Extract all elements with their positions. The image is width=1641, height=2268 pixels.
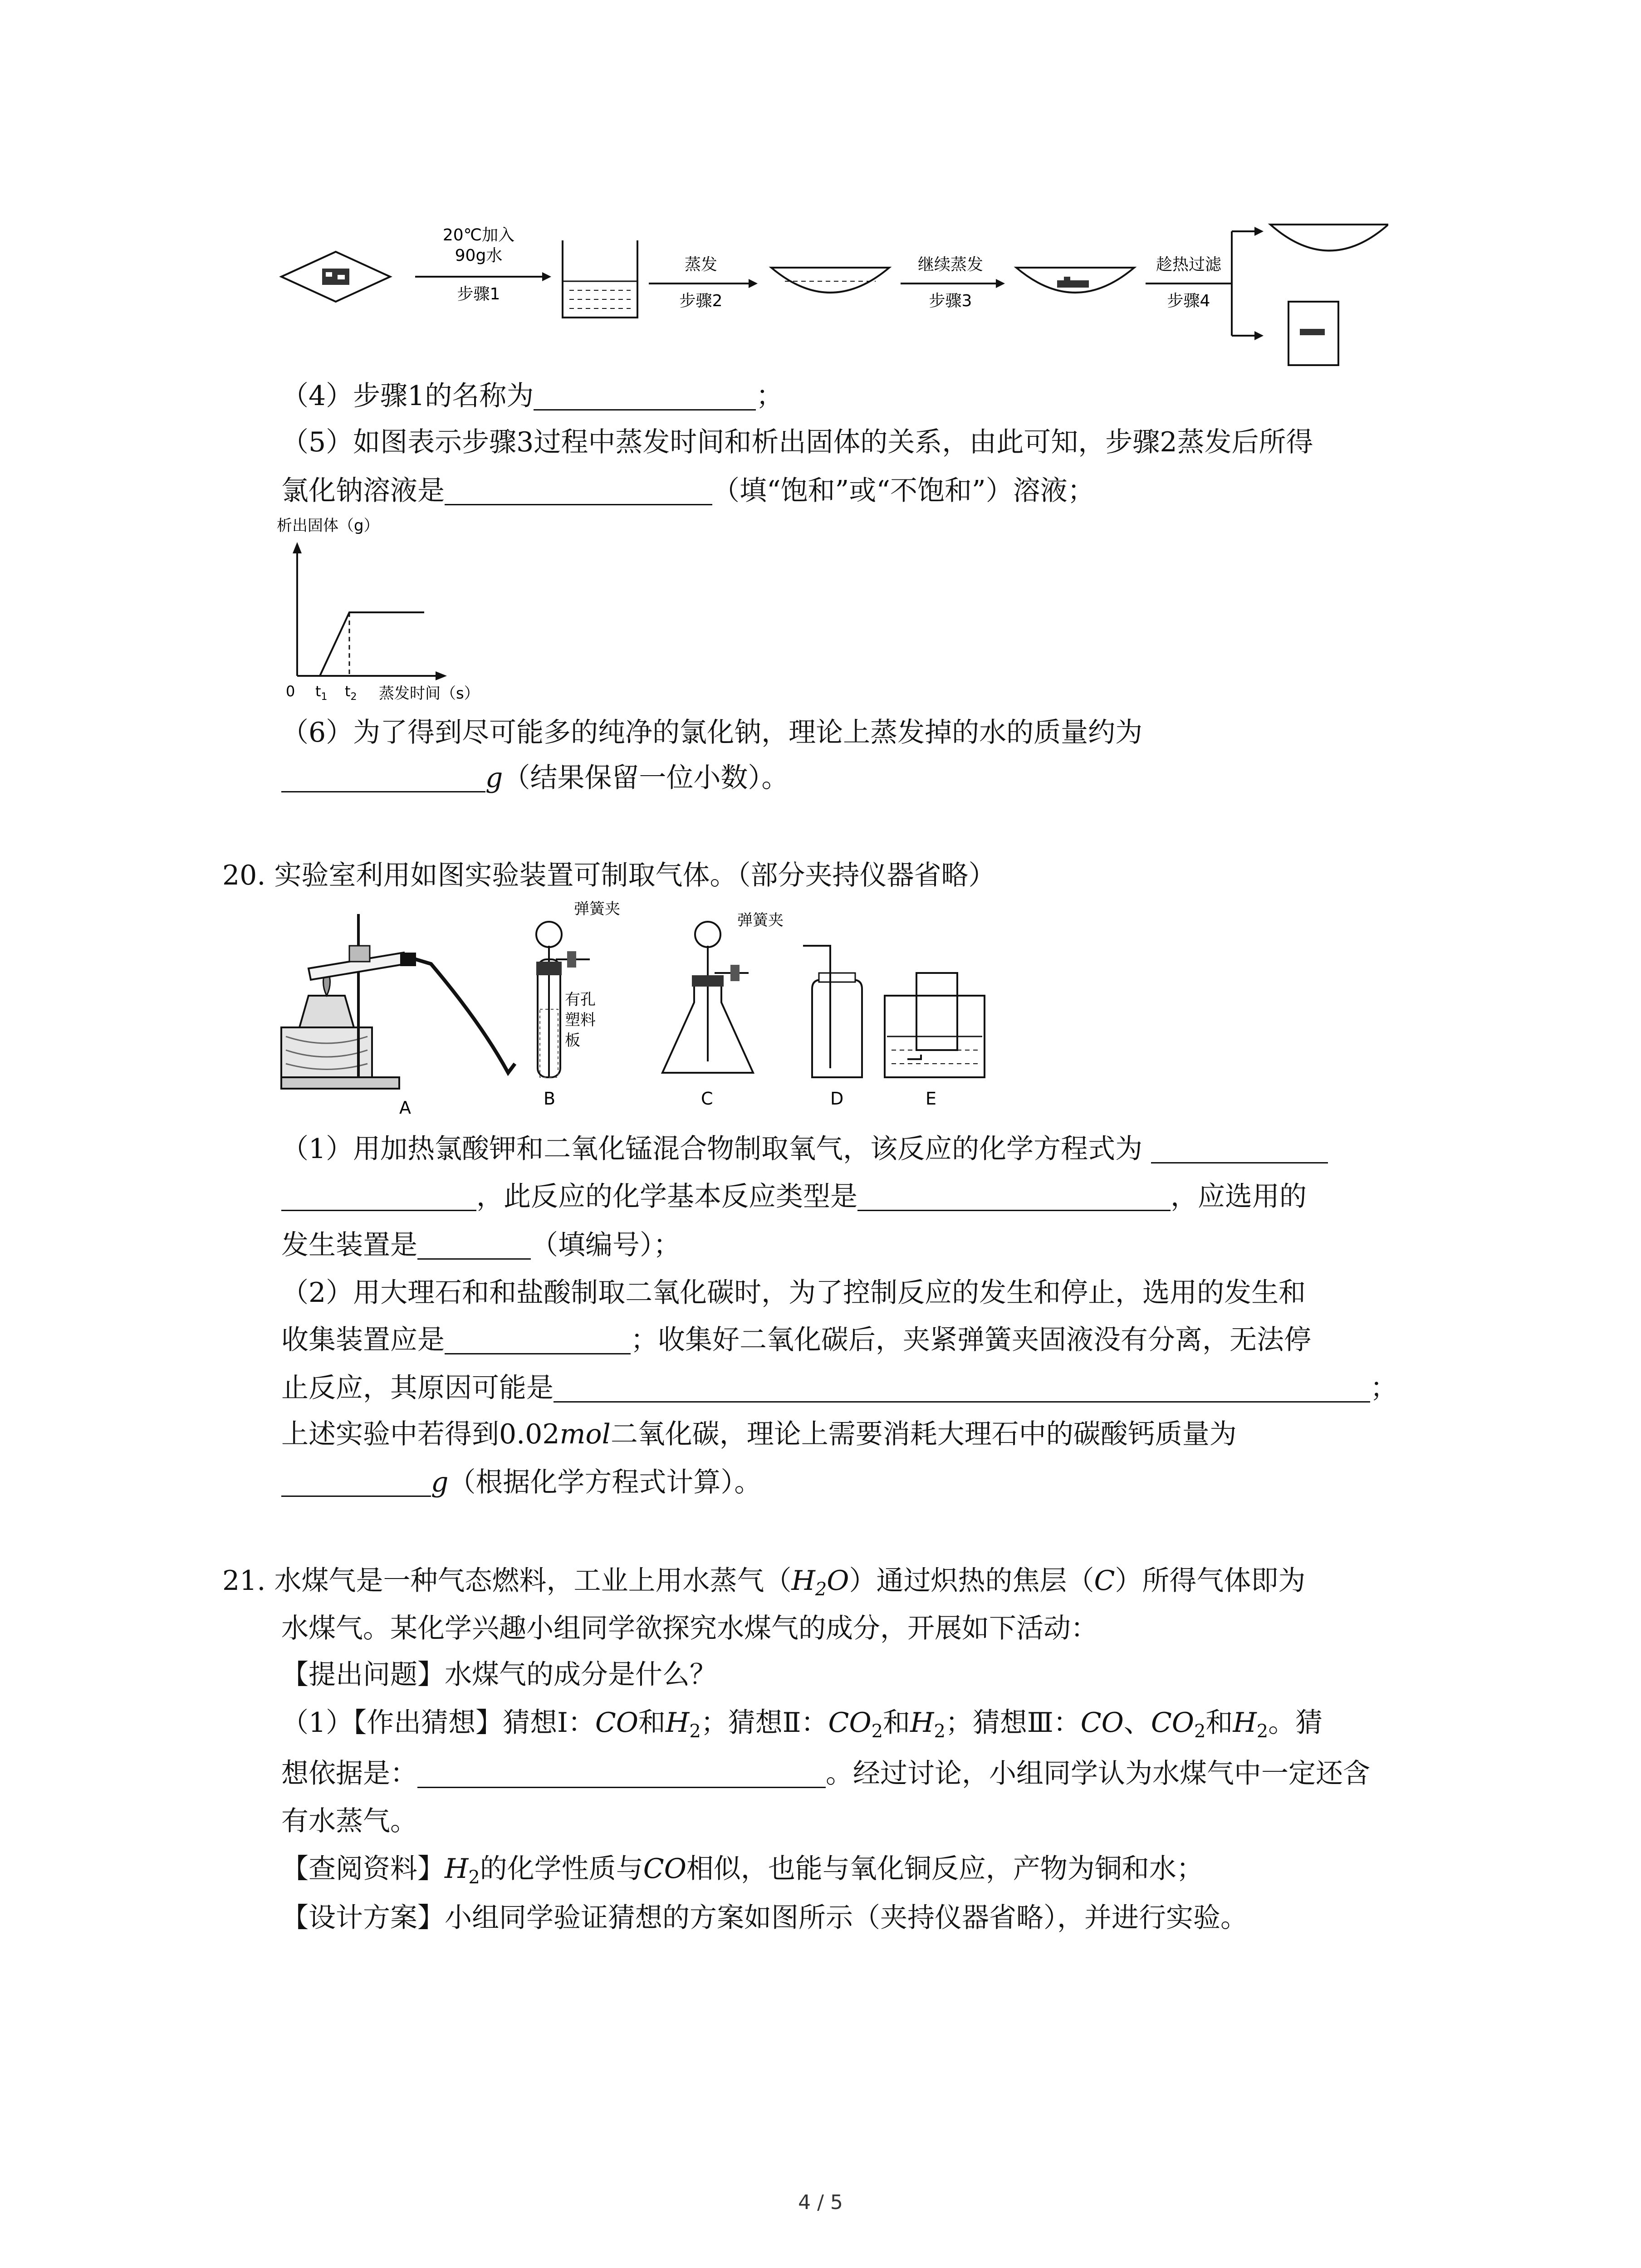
answer-blank-saturation[interactable] [445, 480, 712, 505]
apparatus-b [536, 900, 620, 1109]
step2-condition: 蒸发 [684, 255, 718, 274]
svg-text:E: E [926, 1089, 937, 1109]
svg-text:A: A [399, 1098, 411, 1118]
svg-text:B: B [544, 1089, 556, 1109]
step4-condition: 趁热过滤 [1156, 255, 1222, 274]
step2-label: 步骤2 [679, 292, 723, 310]
apparatus-a [281, 914, 515, 1118]
precipitate-curve [320, 612, 424, 676]
empty-dish-icon [1270, 225, 1388, 251]
answer-blank-reaction-type[interactable] [857, 1186, 1171, 1211]
gas-apparatus-diagram [272, 900, 1043, 1118]
spring-clamp-c-icon [730, 965, 740, 981]
delivery-tube-icon [408, 957, 515, 1073]
q21-hypotheses: （1）【作出猜想】猜想Ⅰ：CO和$H_2$；猜想Ⅱ：$CO_2$和$H_2$；猜想Ⅲ：CO、$CO_2$和$H_2$。猜 [281, 1707, 1323, 1742]
q21-line2: 水煤气。某化学兴趣小组同学欲探究水煤气的成分，开展如下活动： [281, 1613, 1098, 1644]
answer-blank-water-mass[interactable] [281, 767, 485, 792]
svg-text:塑料: 塑料 [565, 1011, 596, 1029]
step1-label: 步骤1 [457, 285, 500, 303]
q20-part1-line1: （1）用加热氯酸钾和二氧化锰混合物制取氧气，该反应的化学方程式为 [281, 1135, 1452, 1163]
step1-condition: 20℃加入 [442, 226, 515, 244]
apparatus-d [803, 946, 862, 1109]
q19-part6-line1: （6）为了得到尽可能多的纯净的氯化钠，理论上蒸发掉的水的质量约为 [281, 717, 1143, 748]
q19-part5-line1: （5）如图表示步骤3过程中蒸发时间和析出固体的关系，由此可知，步骤2蒸发后所得 [281, 426, 1313, 458]
precipitate-time-graph [277, 513, 531, 703]
crystallization-process-diagram [272, 213, 1388, 376]
answer-blank-hypothesis-basis[interactable] [417, 1763, 826, 1788]
q20-part2-line1: （2）用大理石和和盐酸制取二氧化碳时，为了控制反应的发生和停止，选用的发生和 [281, 1277, 1306, 1309]
q20-part2-line4: 上述实验中若得到0.02mol二氧化碳，理论上需要消耗大理石中的碳酸钙质量为 [281, 1418, 1237, 1450]
alcohol-lamp-icon [299, 996, 354, 1027]
svg-text:D: D [830, 1089, 844, 1109]
clamp-icon [349, 946, 370, 962]
svg-text:板: 板 [565, 1031, 580, 1050]
apparatus-c [662, 911, 784, 1109]
spring-clamp-b-icon [567, 951, 576, 968]
q21-line3: 【提出问题】水煤气的成分是什么？ [281, 1659, 717, 1691]
graph-t1: $t_1$ [315, 683, 328, 703]
answer-blank-generator[interactable] [417, 1235, 531, 1260]
q20-part1-line2: ，此反应的化学基本反应类型是 ，应选用的 [281, 1183, 1452, 1211]
evaporating-dish-icon [771, 268, 889, 293]
page-number: 4 / 5 [798, 2191, 843, 2214]
svg-text:C: C [701, 1089, 713, 1109]
beaker-icon [563, 240, 637, 318]
q19-part4: （4）步骤1的名称为 ； [281, 380, 784, 412]
q21-line6: 有水蒸气。 [281, 1805, 417, 1837]
svg-text:弹簧夹: 弹簧夹 [737, 911, 784, 929]
answer-blank-step1-name[interactable] [534, 386, 756, 411]
step4-label: 步骤4 [1167, 292, 1210, 310]
graph-t2: $t_2$ [345, 683, 357, 703]
q19-part6-line2: g（结果保留一位小数）。 [281, 764, 1452, 792]
q19-part5-line2: 氯化钠溶液是 （填“饱和”或“不饱和”）溶液； [281, 475, 1095, 507]
svg-text:有孔: 有孔 [565, 991, 596, 1009]
q21-line8: 【设计方案】小组同学验证猜想的方案如图所示（夹持仪器省略），并进行实验。 [281, 1902, 1248, 1934]
q21-line1: 21. 水煤气是一种气态燃料，工业上用水蒸气$(H_2O)$通过炽热的焦层（C）所得气体即为 [222, 1565, 1306, 1600]
step3-label: 步骤3 [929, 292, 972, 310]
gas-bottle-icon [812, 980, 862, 1077]
answer-blank-apparatus-pair[interactable] [445, 1330, 631, 1354]
inverted-cylinder-icon [916, 973, 957, 1050]
apparatus-e [885, 973, 985, 1109]
q20-title: 20. 实验室利用如图实验装置可制取气体。（部分夹持仪器省略） [222, 860, 996, 891]
svg-text:弹簧夹: 弹簧夹 [574, 900, 620, 918]
graph-x-label: 蒸发时间（s） [379, 684, 480, 703]
q21-line5: 想依据是： 。经过讨论，小组同学认为水煤气中一定还含 [281, 1758, 1370, 1789]
filter-paper-icon [1288, 302, 1338, 365]
answer-blank-equation-part2[interactable] [281, 1186, 476, 1211]
q20-part2-line3: 止反应，其原因可能是 ； [281, 1372, 1397, 1404]
q20-part2-line5: g（根据化学方程式计算）。 [281, 1469, 1452, 1497]
q20-part1-line3: 发生装置是 （填编号）； [281, 1229, 681, 1261]
graph-y-label: 析出固体（g） [277, 517, 379, 535]
evaporating-dish-crystals-icon [1016, 268, 1134, 293]
step3-condition: 继续蒸发 [917, 255, 984, 274]
answer-blank-caco3-mass[interactable] [281, 1472, 431, 1497]
answer-blank-equation-part1[interactable] [1151, 1139, 1328, 1163]
funnel-bulb-c-icon [695, 922, 720, 947]
answer-blank-reason[interactable] [554, 1378, 1370, 1403]
graph-origin: 0 [286, 683, 295, 700]
q20-part2-line2: 收集装置应是 ；收集好二氧化碳后，夹紧弹簧夹固液没有分离，无法停 [281, 1324, 1311, 1356]
step1-water: 90g水 [455, 246, 503, 265]
q21-line7: 【查阅资料】$H_2$的化学性质与CO相似，也能与氧化铜反应，产物为铜和水； [281, 1853, 1204, 1888]
funnel-bulb-icon [536, 922, 562, 947]
